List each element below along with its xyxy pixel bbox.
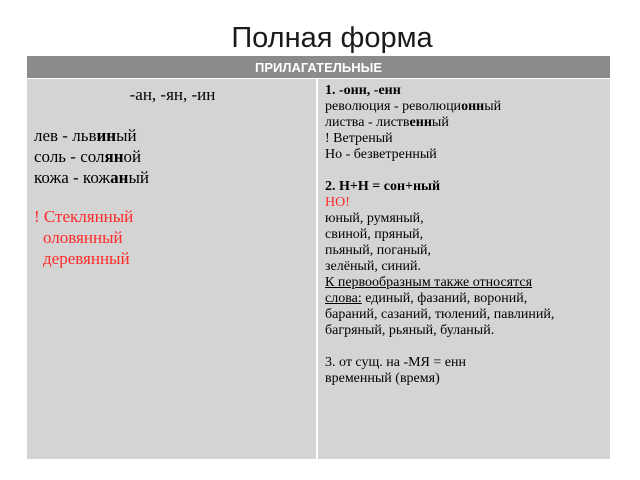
table-header: ПРИЛАГАТЕЛЬНЫЕ [27, 56, 610, 79]
rule-line: временный (время) [325, 371, 440, 386]
section2-heading: 2. Н+Н = сон+ный [325, 179, 441, 194]
rule-line: юный, румяный, [325, 211, 424, 226]
exception-item: ! Стеклянный [34, 207, 134, 226]
section1-heading: 1. -онн, -енн [325, 83, 401, 98]
exceptions-list [34, 206, 133, 269]
exception-item: оловянный [43, 228, 123, 247]
right-rules [325, 83, 554, 387]
rule-line: пьяный, поганый, [325, 243, 432, 258]
rules-table [26, 55, 611, 460]
right-column [320, 79, 610, 459]
section3-heading: 3. от сущ. на -МЯ = енн [325, 355, 466, 370]
exception-note: НО! [325, 195, 350, 210]
page-title: Полная форма [231, 22, 433, 54]
rule-line: ! Ветреный [325, 131, 393, 146]
rule-line: свиной, пряный, [325, 227, 424, 242]
rule-line: багряный, рьяный, буланый. [325, 323, 495, 338]
rule-line: листва - лиственный [325, 115, 449, 130]
rule-line: Но - безветренный [325, 147, 437, 162]
example-line: лев - львиный [34, 126, 137, 145]
left-examples [34, 125, 149, 188]
rule-line: зелёный, синий. [325, 259, 422, 274]
left-column [27, 79, 318, 459]
rule-line: слова: единый, фазаний, вороний, [325, 291, 528, 306]
example-line: кожа - кожаный [34, 168, 149, 187]
underlined-note: К первообразным также относятся [325, 275, 533, 290]
rule-line: революция - революционный [325, 99, 502, 114]
exception-item: деревянный [43, 249, 130, 268]
example-line: соль - соляной [34, 147, 142, 166]
rule-line: бараний, сазаний, тюлений, павлиний, [325, 307, 555, 322]
left-heading: -ан, -ян, -ин [129, 85, 216, 104]
